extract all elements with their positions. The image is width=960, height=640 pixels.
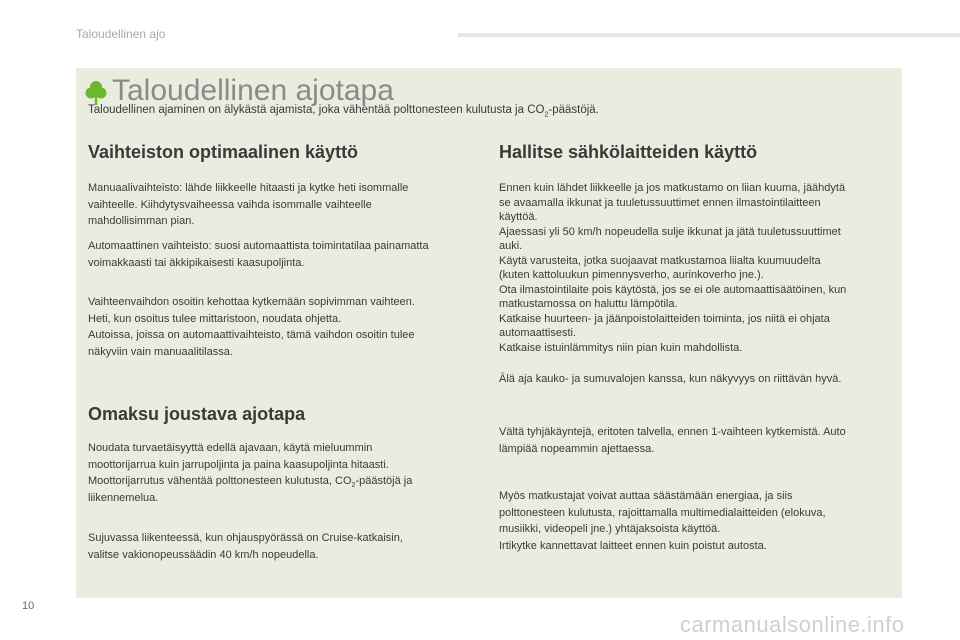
leaf-icon bbox=[85, 80, 107, 106]
section-title-gear: Vaihteiston optimaalinen käyttö bbox=[88, 142, 359, 162]
text-line: Ennen kuin lähdet liikkeelle ja jos matkustamo on liian kuuma, jäähdytä bbox=[499, 182, 846, 194]
paragraph-cruise bbox=[88, 530, 403, 563]
section-title-flexible: Omaksu joustava ajotapa bbox=[88, 404, 306, 424]
intro-text: Taloudellinen ajaminen on älykästä ajamista, joka vähentää polttonesteen kulutusta ja $CO_2$-päästöjä. bbox=[88, 104, 599, 119]
text-line: liikennemelua. bbox=[88, 491, 159, 504]
paragraph-idling bbox=[499, 424, 846, 457]
text-line: moottorijarrua kuin jarrupoljinta ja paina kaasupoljinta hitaasti. bbox=[88, 458, 389, 471]
text-line: musiikki, videopeli jne.) yhtäjaksoista käyttöä. bbox=[499, 523, 721, 535]
header-bar bbox=[458, 33, 960, 37]
text-line: Ajaessasi yli 50 km/h nopeudella sulje ikkunat ja jätä tuuletussuuttimet bbox=[499, 225, 841, 238]
text-line: Vältä tyhjäkäyntejä, eritoten talvella, ennen 1-vaihteen kytkemistä. Auto bbox=[499, 426, 846, 438]
text-line: Noudata turvaetäisyyttä edellä ajavaan, käytä mieluummin bbox=[88, 442, 373, 454]
text-line: Manuaalivaihteisto: lähde liikkeelle hitaasti ja kytke heti isommalle bbox=[88, 182, 409, 194]
text-line: Ota ilmastointilaite pois käytöstä, jos se ei ole automaattisäätöinen, kun bbox=[499, 283, 847, 296]
text-line: polttonesteen kulutusta, rajoittamalla multimedialaitteiden (elokuva, bbox=[499, 506, 826, 519]
text-line: auki. bbox=[499, 240, 523, 252]
text-line: Autoissa, joissa on automaattivaihteisto, tämä vaihdon osoitin tulee bbox=[88, 329, 415, 341]
paragraph-shift-indicator bbox=[88, 294, 415, 360]
text-line: Automaattinen vaihteisto: suosi automaattista toimintatilaa painamatta bbox=[88, 240, 429, 252]
text-line: Käytä varusteita, jotka suojaavat matkustamoa liialta kuumuudelta bbox=[499, 254, 821, 267]
text-line: (kuten kattoluukun pimennysverho, aurinkoverho jne.). bbox=[499, 269, 764, 281]
text-line: Heti, kun osoitus tulee mittaristoon, noudata ohjetta. bbox=[88, 312, 342, 325]
text-line: Irtikytke kannettavat laitteet ennen kuin poistut autosta. bbox=[499, 539, 767, 552]
paragraph-lights bbox=[499, 372, 841, 387]
text-line: Älä aja kauko- ja sumuvalojen kanssa, kun näkyvyys on riittävän hyvä. bbox=[499, 373, 842, 385]
text-line: Sujuvassa liikenteessä, kun ohjauspyörässä on Cruise-katkaisin, bbox=[88, 532, 403, 544]
text-line: se avaamalla ikkunat ja tuuletussuuttimet ennen ilmastointilaitteen bbox=[499, 196, 821, 209]
paragraph-manual bbox=[88, 180, 408, 230]
text-line: matkustamossa on haluttu lämpötila. bbox=[499, 298, 678, 310]
text-line: voimakkaasti tai äkkipikaisesti kaasupoljinta. bbox=[88, 256, 305, 269]
text-line: automaattisesti. bbox=[499, 327, 577, 339]
paragraph-distance bbox=[88, 440, 412, 506]
watermark: carmanualsonline.info bbox=[680, 612, 905, 637]
text-line: Katkaise istuinlämmitys niin pian kuin mahdollista. bbox=[499, 341, 743, 354]
text-line: valitse vakionopeussäädin 40 km/h nopeudella. bbox=[88, 548, 319, 561]
text-line: Katkaise huurteen- ja jäänpoistolaitteiden toiminta, jos niitä ei ohjata bbox=[499, 312, 830, 325]
text-line: näkyviin vain manuaalitilassa. bbox=[88, 345, 233, 358]
section-title-electrical: Hallitse sähkölaitteiden käyttö bbox=[499, 142, 758, 162]
text-line: vaihteelle. Kiihdytysvaiheessa vaihda isommalle vaihteelle bbox=[88, 198, 372, 211]
text-line: Vaihteenvaihdon osoitin kehottaa kytkemään sopivimman vaihteen. bbox=[88, 296, 415, 308]
text-line: käyttöä. bbox=[499, 211, 538, 223]
paragraph-passengers bbox=[499, 488, 826, 554]
paragraph-automatic bbox=[88, 238, 429, 271]
text-line: Myös matkustajat voivat auttaa säästämään energiaa, ja siis bbox=[499, 490, 793, 502]
text-line: lämpiää nopeammin ajettaessa. bbox=[499, 442, 655, 455]
header-title: Taloudellinen ajo bbox=[76, 27, 166, 41]
text-line: mahdollisimman pian. bbox=[88, 215, 195, 227]
text-line: Moottorijarrutus vähentää polttonesteen kulutusta, $CO_2$-päästöjä ja bbox=[88, 475, 413, 490]
paragraph-climate bbox=[499, 181, 846, 355]
page-title: Taloudellinen ajotapa bbox=[112, 74, 394, 107]
page-number: 10 bbox=[22, 600, 35, 612]
